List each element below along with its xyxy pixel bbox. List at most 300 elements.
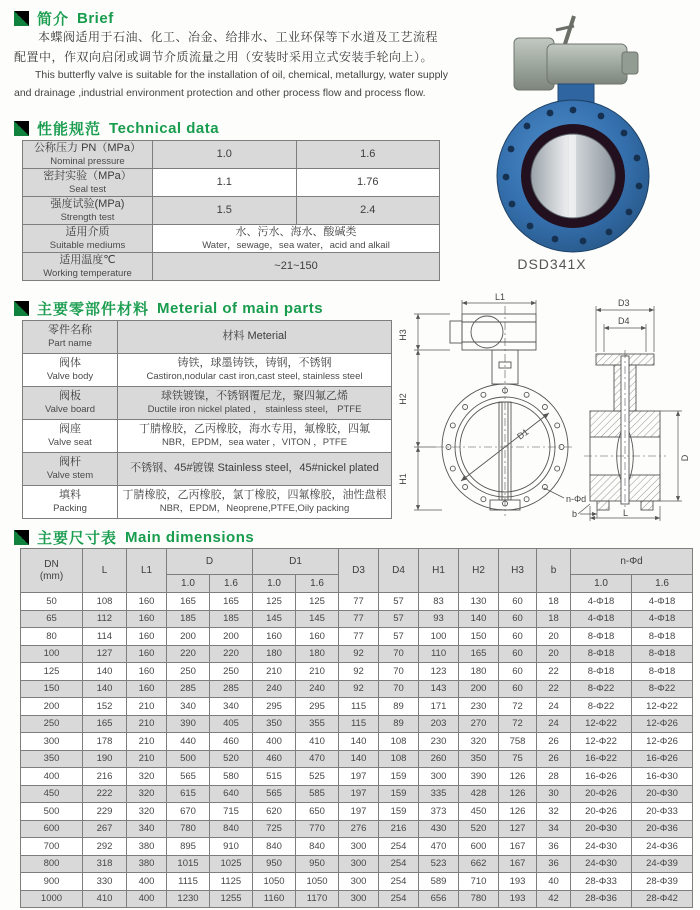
section-marker-icon: [14, 301, 29, 316]
dim-cell: 12-Φ22: [632, 698, 693, 716]
dim-cell: 589: [419, 873, 459, 891]
dim-cell: 350: [459, 750, 499, 768]
dim-cell: 1160: [253, 890, 296, 908]
dim-cell: 24: [537, 698, 571, 716]
dim-cell: 80: [21, 628, 83, 646]
dim-label-d: D: [680, 454, 690, 462]
dim-cell: 20-Φ33: [632, 803, 693, 821]
subcol-d1-16: 1.6: [296, 575, 339, 593]
dim-cell: 57: [379, 628, 419, 646]
dim-cell: 8-Φ18: [571, 628, 632, 646]
tech-value: ~21~150: [153, 253, 440, 281]
stem-rod: [565, 16, 574, 44]
dim-cell: 126: [499, 803, 537, 821]
dim-cell: 285: [167, 680, 210, 698]
dim-cell: 8-Φ18: [632, 645, 693, 663]
table-row: [21, 768, 693, 786]
dim-cell: 670: [167, 803, 210, 821]
dim-cell: 515: [253, 768, 296, 786]
col-header-d4: D4: [379, 549, 419, 593]
dim-cell: 8-Φ18: [571, 663, 632, 681]
dim-cell: 470: [296, 750, 339, 768]
dim-cell: 50: [21, 593, 83, 611]
dim-cell: 254: [379, 855, 419, 873]
technical-section-title: [14, 118, 219, 139]
dim-cell: 125: [253, 593, 296, 611]
table-row: [21, 645, 693, 663]
dim-cell: 220: [210, 645, 253, 663]
dim-cell: 159: [379, 785, 419, 803]
dim-cell: 197: [339, 803, 379, 821]
tech-value: 1.0: [153, 141, 297, 169]
dim-cell: 440: [167, 733, 210, 751]
dim-cell: 210: [127, 715, 167, 733]
dim-cell: 20-Φ30: [571, 820, 632, 838]
dim-cell: 108: [379, 733, 419, 751]
dim-cell: 200: [459, 680, 499, 698]
mat-value: 丁腈橡胶，乙丙橡胶，海水专用，氟橡胶，四氟 NBR，EPDM，sea water ，VITON ，PTFE: [118, 420, 392, 453]
dim-cell: 320: [459, 733, 499, 751]
tech-label: 适用介质 Suitable mediums: [23, 225, 153, 253]
dim-label-h2: H2: [398, 393, 408, 405]
mat-part: 阀杆 Valve stem: [23, 453, 118, 486]
dim-cell: 780: [167, 820, 210, 838]
dim-cell: 335: [419, 785, 459, 803]
dim-cell: 145: [296, 610, 339, 628]
dim-cell: 20-Φ26: [571, 803, 632, 821]
table-row: [21, 593, 693, 611]
dim-cell: 26: [537, 750, 571, 768]
dim-cell: 320: [127, 785, 167, 803]
dim-cell: 28: [537, 768, 571, 786]
brief-title-zh: 简介: [37, 11, 70, 28]
table-row: [21, 873, 693, 891]
dim-cell: 40: [537, 873, 571, 891]
dim-cell: 20: [537, 645, 571, 663]
dim-cell: 20-Φ36: [632, 820, 693, 838]
dim-cell: 210: [127, 733, 167, 751]
disc-stem-highlight: [569, 135, 576, 217]
col-header-d3: D3: [339, 549, 379, 593]
dim-cell: 200: [167, 628, 210, 646]
table-row: [23, 141, 440, 169]
mat-part: 阀座 Valve seat: [23, 420, 118, 453]
mat-part: 阀体 Valve body: [23, 354, 118, 387]
dim-cell: 140: [459, 610, 499, 628]
dim-cell: 292: [83, 838, 127, 856]
table-row: [21, 663, 693, 681]
dim-cell: 145: [253, 610, 296, 628]
dim-label-l1: L1: [495, 292, 506, 302]
dim-cell: 600: [459, 838, 499, 856]
section-marker-icon: [14, 121, 29, 136]
table-header-row: [21, 549, 693, 575]
dim-cell: 36: [537, 855, 571, 873]
dim-cell: 30: [537, 785, 571, 803]
dim-cell: 24: [537, 715, 571, 733]
dim-cell: 1230: [167, 890, 210, 908]
dim-cell: 197: [339, 768, 379, 786]
dim-cell: 295: [296, 698, 339, 716]
dim-cell: 150: [459, 628, 499, 646]
dim-cell: 160: [296, 628, 339, 646]
gearbox: [547, 44, 627, 84]
dim-cell: 1170: [296, 890, 339, 908]
col-header-h3: H3: [499, 549, 537, 593]
dim-cell: 330: [83, 873, 127, 891]
dim-cell: 70: [379, 645, 419, 663]
table-row: [21, 733, 693, 751]
dim-cell: 350: [253, 715, 296, 733]
dim-label-l: L: [623, 508, 629, 518]
subcol-d1-10: 1.0: [253, 575, 296, 593]
dim-cell: 4-Φ18: [632, 593, 693, 611]
subcol-d-10: 1.0: [167, 575, 210, 593]
dim-cell: 165: [167, 593, 210, 611]
dim-cell: 1050: [296, 873, 339, 891]
dim-cell: 70: [379, 680, 419, 698]
dim-cell: 60: [499, 610, 537, 628]
dim-cell: 300: [339, 838, 379, 856]
dim-cell: 428: [459, 785, 499, 803]
dim-cell: 34: [537, 820, 571, 838]
dim-cell: 77: [339, 628, 379, 646]
dim-cell: 250: [210, 663, 253, 681]
technical-data-table: [22, 140, 440, 281]
dim-cell: 167: [499, 855, 537, 873]
dim-cell: 65: [21, 610, 83, 628]
dim-cell: 42: [537, 890, 571, 908]
dim-cell: 60: [499, 663, 537, 681]
tech-value: 水、污水、海水、酸碱类 Water，sewage，sea water，acid and alkail: [153, 225, 440, 253]
tech-value: 1.6: [296, 141, 440, 169]
table-row: [21, 750, 693, 768]
dim-cell: 620: [253, 803, 296, 821]
dim-cell: 140: [83, 680, 127, 698]
dim-cell: 300: [339, 855, 379, 873]
col-header-d: D: [167, 549, 253, 575]
dim-label-d3: D3: [618, 298, 630, 308]
dim-cell: 22: [537, 663, 571, 681]
dim-cell: 565: [167, 768, 210, 786]
dim-cell: 1255: [210, 890, 253, 908]
dim-cell: 57: [379, 610, 419, 628]
dim-cell: 230: [419, 733, 459, 751]
col-header-nd: n-Φd: [571, 549, 693, 575]
mat-value: 不锈钢、45#镀镍 Stainless steel，45#nickel plated: [118, 453, 392, 486]
dim-cell: 115: [339, 698, 379, 716]
dim-cell: 8-Φ22: [571, 680, 632, 698]
mat-header-part: 零件名称 Part name: [23, 321, 118, 354]
dimensions-table-body: [21, 593, 693, 908]
dim-cell: 1125: [210, 873, 253, 891]
dim-cell: 16-Φ22: [571, 750, 632, 768]
dim-cell: 770: [296, 820, 339, 838]
col-header-l1: L1: [127, 549, 167, 593]
dim-cell: 640: [210, 785, 253, 803]
dim-cell: 8-Φ22: [632, 680, 693, 698]
dim-cell: 72: [499, 715, 537, 733]
dim-cell: 340: [167, 698, 210, 716]
side-view: [584, 350, 666, 510]
dim-cell: 320: [127, 768, 167, 786]
dim-cell: 89: [379, 715, 419, 733]
dim-cell: 295: [253, 698, 296, 716]
dim-cell: 160: [127, 610, 167, 628]
dim-cell: 93: [419, 610, 459, 628]
dim-cell: 216: [379, 820, 419, 838]
dim-cell: 1025: [210, 855, 253, 873]
dim-cell: 340: [210, 698, 253, 716]
dim-cell: 20-Φ30: [632, 785, 693, 803]
dim-cell: 500: [21, 803, 83, 821]
dim-cell: 400: [127, 890, 167, 908]
dim-cell: 115: [339, 715, 379, 733]
dim-cell: 16-Φ26: [632, 750, 693, 768]
dim-cell: 150: [21, 680, 83, 698]
dim-cell: 18: [537, 593, 571, 611]
dimensions-section-title: [14, 527, 254, 548]
dim-cell: 12-Φ22: [571, 733, 632, 751]
dim-cell: 320: [127, 803, 167, 821]
dim-cell: 178: [83, 733, 127, 751]
dim-cell: 108: [379, 750, 419, 768]
table-row: [23, 420, 392, 453]
dim-cell: 4-Φ18: [571, 593, 632, 611]
dim-cell: 216: [83, 768, 127, 786]
tech-value: 1.76: [296, 169, 440, 197]
dim-cell: 22: [537, 680, 571, 698]
dim-cell: 373: [419, 803, 459, 821]
dim-cell: 75: [499, 750, 537, 768]
dim-cell: 8-Φ18: [632, 663, 693, 681]
dim-cell: 300: [21, 733, 83, 751]
col-header-d1: D1: [253, 549, 339, 575]
dim-cell: 580: [210, 768, 253, 786]
subcol-nd-10: 1.0: [571, 575, 632, 593]
dim-cell: 72: [499, 698, 537, 716]
table-row: [23, 354, 392, 387]
dim-cell: 318: [83, 855, 127, 873]
dim-cell: 125: [296, 593, 339, 611]
dim-cell: 203: [419, 715, 459, 733]
main-dimensions-table: [20, 548, 693, 908]
dim-cell: 210: [127, 698, 167, 716]
brief-section-title: [14, 8, 114, 29]
dim-cell: 1050: [253, 873, 296, 891]
dim-label-h1: H1: [398, 473, 408, 485]
dim-cell: 210: [253, 663, 296, 681]
dim-cell: 700: [21, 838, 83, 856]
mat-value: 铸铁，球墨铸铁，铸钢，不锈钢 Castiron,nodular cast iron,cast steel, stainless steel: [118, 354, 392, 387]
dim-cell: 28-Φ33: [571, 873, 632, 891]
dim-cell: 123: [419, 663, 459, 681]
tech-value: 1.5: [153, 197, 297, 225]
front-view: [436, 306, 574, 516]
dim-cell: 114: [83, 628, 127, 646]
subcol-nd-16: 1.6: [632, 575, 693, 593]
table-row: [23, 387, 392, 420]
dim-cell: 525: [296, 768, 339, 786]
dim-cell: 16-Φ30: [632, 768, 693, 786]
dim-cell: 180: [459, 663, 499, 681]
technical-title-zh: 性能规范: [37, 121, 102, 138]
dim-cell: 92: [339, 645, 379, 663]
dim-cell: 390: [459, 768, 499, 786]
dim-label-d1: D1: [515, 426, 531, 442]
dim-cell: 24-Φ39: [632, 855, 693, 873]
dim-cell: 160: [127, 645, 167, 663]
dim-cell: 130: [459, 593, 499, 611]
dim-cell: 254: [379, 838, 419, 856]
dim-cell: 350: [21, 750, 83, 768]
dim-cell: 160: [127, 593, 167, 611]
dim-cell: 28-Φ36: [571, 890, 632, 908]
dim-cell: 190: [83, 750, 127, 768]
table-row: [23, 169, 440, 197]
brief-paragraph-en: This butterfly valve is suitable for the installation of oil, chemical, metallurgy, water supply and drainage ,industrial environment protection and other process flow and process flow.: [14, 69, 448, 100]
dim-cell: 28-Φ39: [632, 873, 693, 891]
dim-cell: 460: [253, 750, 296, 768]
dim-cell: 229: [83, 803, 127, 821]
dim-cell: 725: [253, 820, 296, 838]
dim-cell: 127: [83, 645, 127, 663]
dim-cell: 254: [379, 890, 419, 908]
dim-cell: 520: [459, 820, 499, 838]
dim-cell: 24-Φ36: [632, 838, 693, 856]
dim-cell: 260: [419, 750, 459, 768]
dim-cell: 450: [21, 785, 83, 803]
dim-cell: 1015: [167, 855, 210, 873]
dim-cell: 405: [210, 715, 253, 733]
dim-cell: 57: [379, 593, 419, 611]
table-row: [21, 820, 693, 838]
dim-cell: 60: [499, 593, 537, 611]
dim-cell: 126: [499, 768, 537, 786]
col-header-l: L: [83, 549, 127, 593]
table-row: [21, 838, 693, 856]
table-row: [23, 486, 392, 519]
dim-cell: 140: [83, 663, 127, 681]
dim-cell: 710: [459, 873, 499, 891]
dim-cell: 254: [379, 873, 419, 891]
dim-cell: 240: [296, 680, 339, 698]
table-row: [21, 785, 693, 803]
table-row: [21, 715, 693, 733]
dim-cell: 180: [253, 645, 296, 663]
dim-cell: 165: [210, 593, 253, 611]
dim-cell: 470: [419, 838, 459, 856]
dim-cell: 300: [339, 873, 379, 891]
dim-cell: 180: [296, 645, 339, 663]
dim-cell: 520: [210, 750, 253, 768]
table-row: [21, 610, 693, 628]
col-header-dn: DN (mm): [21, 549, 83, 593]
dim-cell: 910: [210, 838, 253, 856]
dimensions-title-zh: 主要尺寸表: [37, 530, 118, 547]
dim-cell: 125: [21, 663, 83, 681]
dim-cell: 840: [210, 820, 253, 838]
dim-cell: 185: [167, 610, 210, 628]
materials-table: [22, 320, 392, 519]
dim-cell: 300: [339, 890, 379, 908]
butterfly-valve-photo: [452, 14, 697, 259]
technical-title-en: Technical data: [109, 120, 220, 137]
dim-cell: 600: [21, 820, 83, 838]
dimensions-title-en: Main dimensions: [125, 529, 255, 546]
dim-cell: 895: [167, 838, 210, 856]
dim-cell: 410: [296, 733, 339, 751]
table-row: [23, 453, 392, 486]
dim-cell: 77: [339, 593, 379, 611]
tech-value: 1.1: [153, 169, 297, 197]
dim-cell: 662: [459, 855, 499, 873]
dim-cell: 165: [83, 715, 127, 733]
dim-cell: 193: [499, 873, 537, 891]
dim-cell: 250: [21, 715, 83, 733]
dim-cell: 36: [537, 838, 571, 856]
dim-cell: 650: [296, 803, 339, 821]
dim-cell: 171: [419, 698, 459, 716]
dim-cell: 127: [499, 820, 537, 838]
dim-cell: 8-Φ18: [571, 645, 632, 663]
dim-cell: 615: [167, 785, 210, 803]
dim-cell: 26: [537, 733, 571, 751]
dim-cell: 230: [459, 698, 499, 716]
dim-cell: 28-Φ42: [632, 890, 693, 908]
dim-cell: 300: [419, 768, 459, 786]
dim-cell: 165: [459, 645, 499, 663]
dim-cell: 200: [210, 628, 253, 646]
tech-label: 强度试验(MPa) Strength test: [23, 197, 153, 225]
mat-value: 丁腈橡胶，乙丙橡胶，氯丁橡胶，四氟橡胶，油性盘根 NBR，EPDM，Neoprene,PTFE,Oily packing: [118, 486, 392, 519]
mat-header-material: 材料 Meterial: [118, 321, 392, 354]
dim-cell: 60: [499, 680, 537, 698]
tech-value: 2.4: [296, 197, 440, 225]
dim-cell: 160: [253, 628, 296, 646]
dim-cell: 18: [537, 610, 571, 628]
dim-cell: 523: [419, 855, 459, 873]
dim-cell: 840: [296, 838, 339, 856]
table-row: [23, 197, 440, 225]
dim-cell: 565: [253, 785, 296, 803]
dim-cell: 160: [127, 680, 167, 698]
dim-cell: 160: [127, 628, 167, 646]
dim-cell: 222: [83, 785, 127, 803]
brief-paragraph-zh: 本蝶阀适用于石油、化工、冶金、给排水、工业环保等下水道及工艺流程配置中，作双向启闭或调节介质流量之用（安装时采用立式安装手轮向上）。: [14, 30, 439, 64]
dim-cell: 140: [339, 733, 379, 751]
dim-cell: 185: [210, 610, 253, 628]
dim-cell: 20: [537, 628, 571, 646]
table-row: [21, 680, 693, 698]
dim-cell: 159: [379, 768, 419, 786]
dim-cell: 32: [537, 803, 571, 821]
dim-cell: 400: [21, 768, 83, 786]
dim-cell: 12-Φ26: [632, 733, 693, 751]
dim-label-b: b: [572, 509, 578, 519]
dim-cell: 112: [83, 610, 127, 628]
brief-title-en: Brief: [77, 10, 114, 27]
dim-label-d4: D4: [618, 316, 630, 326]
section-marker-icon: [14, 530, 29, 545]
dim-cell: 800: [21, 855, 83, 873]
dim-cell: 160: [127, 663, 167, 681]
dim-cell: 450: [459, 803, 499, 821]
mat-value: 球铁镀镍，不锈钢覆尼龙，聚四氟乙烯 Ductile iron nickel plated ， stainless steel， PTFE: [118, 387, 392, 420]
dim-cell: 159: [379, 803, 419, 821]
dim-cell: 390: [167, 715, 210, 733]
dim-cell: 355: [296, 715, 339, 733]
